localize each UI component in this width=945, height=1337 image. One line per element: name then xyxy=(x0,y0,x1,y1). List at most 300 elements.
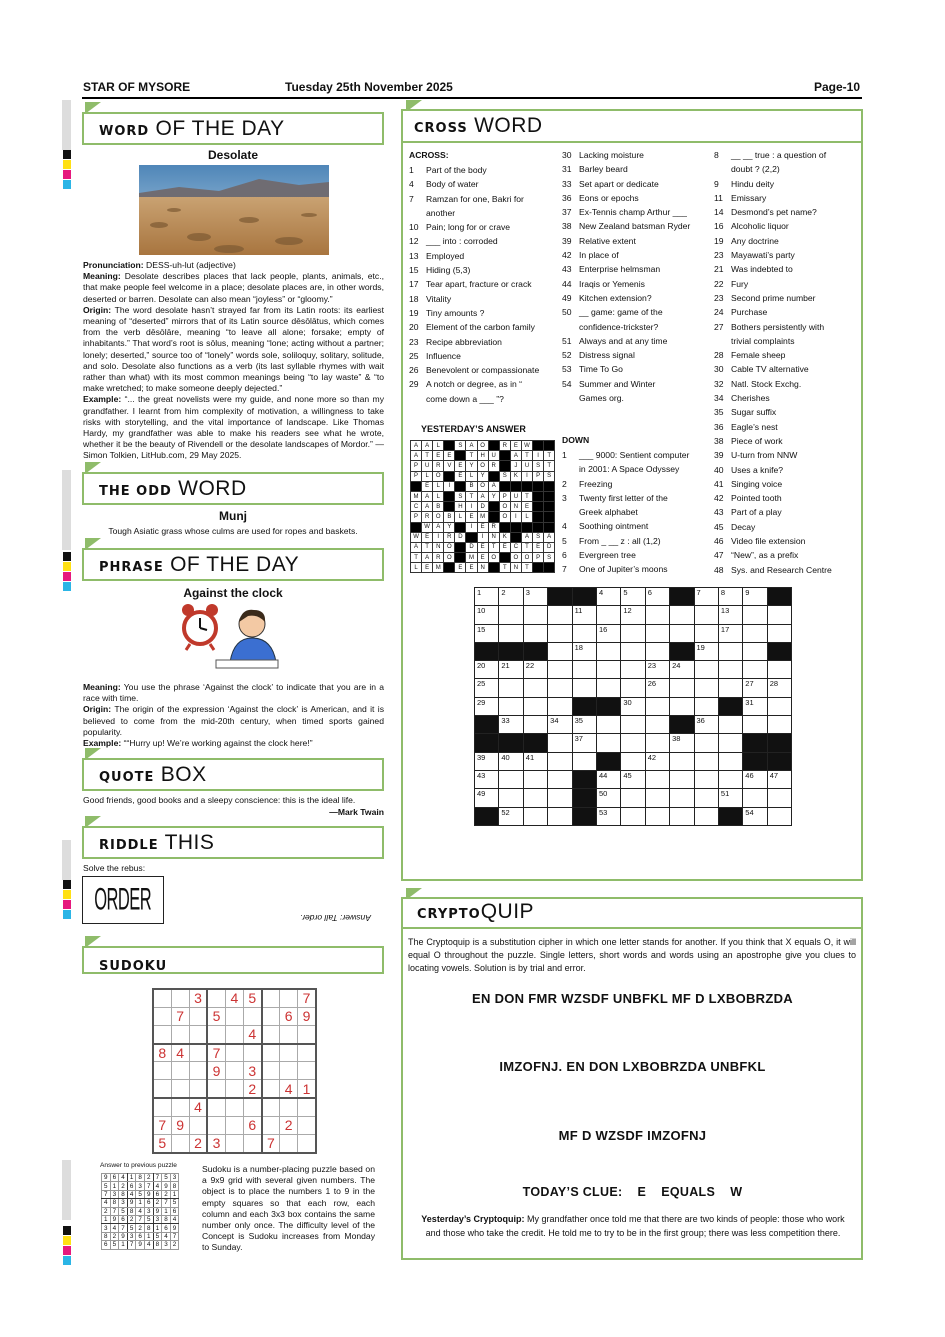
crossword-cell[interactable] xyxy=(499,679,523,697)
answer-cell: T xyxy=(466,451,477,461)
clue-number xyxy=(562,320,579,334)
crossword-cell[interactable] xyxy=(645,642,669,660)
sudoku-cell[interactable] xyxy=(280,1135,298,1153)
sudoku-cell[interactable] xyxy=(153,989,171,1007)
crossword-title xyxy=(414,114,543,138)
clue-number: 3 xyxy=(562,492,567,503)
answer-cell: T xyxy=(544,461,555,471)
crossword-cell[interactable]: 12 xyxy=(621,606,645,624)
answer-cell: A xyxy=(544,532,555,542)
sudoku-cell[interactable] xyxy=(262,1098,280,1116)
answer-cell: R xyxy=(422,512,433,522)
answer-cell xyxy=(444,491,455,501)
crossword-cell xyxy=(767,752,791,770)
sudoku-cell[interactable] xyxy=(280,1098,298,1116)
clue-number: 28 xyxy=(714,350,724,361)
crossword-cell[interactable]: 45 xyxy=(621,770,645,788)
sudoku-cell[interactable] xyxy=(171,1080,189,1098)
crossword-cell[interactable] xyxy=(523,770,547,788)
crossword-cell[interactable] xyxy=(743,661,767,679)
crossword-cell[interactable] xyxy=(670,624,694,642)
clue-number: 45 xyxy=(714,521,724,532)
crossword-cell[interactable] xyxy=(767,789,791,807)
crossword-cell[interactable] xyxy=(694,624,718,642)
crossword-cell[interactable] xyxy=(621,807,645,825)
crossword-cell[interactable]: 6 xyxy=(645,588,669,606)
sudoku-cell[interactable] xyxy=(280,1062,298,1080)
crossword-cell[interactable] xyxy=(596,606,620,624)
crossword-cell[interactable]: 3 xyxy=(523,588,547,606)
clue-text: Set apart or dedicate xyxy=(579,178,659,189)
crossword-cell[interactable] xyxy=(767,624,791,642)
crossword-cell[interactable] xyxy=(743,716,767,734)
clue-item xyxy=(409,220,559,234)
clue-item xyxy=(714,148,862,162)
crossword-cell[interactable] xyxy=(621,624,645,642)
sudoku-cell[interactable] xyxy=(262,1044,280,1062)
clue-number xyxy=(409,392,426,406)
crossword-cell[interactable] xyxy=(572,679,596,697)
crossword-cell[interactable]: 18 xyxy=(572,642,596,660)
crossword-cell[interactable] xyxy=(718,734,742,752)
crossword-cell[interactable] xyxy=(670,606,694,624)
crossword-cell[interactable]: 24 xyxy=(670,661,694,679)
crossword-cell[interactable] xyxy=(767,807,791,825)
crossword-cell[interactable] xyxy=(694,606,718,624)
sudoku-cell[interactable] xyxy=(225,1025,243,1043)
sudoku-cell[interactable] xyxy=(262,1080,280,1098)
crossword-cell[interactable]: 36 xyxy=(694,716,718,734)
answer-cell: 5 xyxy=(170,1199,179,1207)
crossword-cell xyxy=(572,770,596,788)
sudoku-cell[interactable] xyxy=(280,1044,298,1062)
sudoku-cell[interactable] xyxy=(153,1062,171,1080)
crossword-cell[interactable] xyxy=(767,661,791,679)
crossword-cell[interactable] xyxy=(718,716,742,734)
crossword-cell[interactable] xyxy=(694,679,718,697)
sudoku-cell[interactable] xyxy=(225,1044,243,1062)
sudoku-cell[interactable] xyxy=(189,1062,207,1080)
sudoku-cell: 5 xyxy=(207,1007,225,1025)
crossword-cell[interactable]: 9 xyxy=(743,588,767,606)
crossword-cell[interactable] xyxy=(621,734,645,752)
clue-number: 1 xyxy=(562,450,567,460)
answer-cell: 6 xyxy=(136,1232,145,1240)
crossword-cell[interactable] xyxy=(548,807,572,825)
crossword-cell[interactable] xyxy=(694,807,718,825)
clue-text: ___ into : corroded xyxy=(426,236,498,247)
sudoku-cell[interactable] xyxy=(298,1098,316,1116)
answer-cell: 8 xyxy=(119,1190,128,1198)
crossword-cell[interactable] xyxy=(499,606,523,624)
crossword-cell[interactable]: 1 xyxy=(475,588,499,606)
crossword-cell[interactable] xyxy=(718,642,742,660)
answer-cell: E xyxy=(521,502,532,512)
crossword-cell[interactable] xyxy=(499,697,523,715)
crossword-cell[interactable] xyxy=(718,661,742,679)
crossword-cell[interactable] xyxy=(621,752,645,770)
crossword-cell[interactable] xyxy=(670,752,694,770)
clue-number: 32 xyxy=(714,378,724,389)
sudoku-cell[interactable] xyxy=(262,1062,280,1080)
crossword-cell[interactable] xyxy=(694,752,718,770)
crossword-cell[interactable]: 4 xyxy=(596,588,620,606)
crossword-cell[interactable] xyxy=(670,697,694,715)
crossword-cell[interactable] xyxy=(548,789,572,807)
sudoku-grid[interactable] xyxy=(152,988,317,1154)
clue-item xyxy=(714,477,862,491)
crossword-grid[interactable] xyxy=(474,587,792,826)
answer-cell: 8 xyxy=(162,1215,171,1223)
sudoku-cell[interactable] xyxy=(243,1098,261,1116)
sudoku-cell[interactable] xyxy=(189,1007,207,1025)
crossword-cell[interactable] xyxy=(548,734,572,752)
crossword-cell[interactable] xyxy=(645,734,669,752)
sudoku-cell[interactable] xyxy=(189,1080,207,1098)
sudoku-cell[interactable] xyxy=(153,1025,171,1043)
crossword-cell[interactable] xyxy=(743,789,767,807)
registration-mark xyxy=(63,552,71,561)
sudoku-cell[interactable] xyxy=(225,1135,243,1153)
sudoku-cell[interactable] xyxy=(225,1116,243,1134)
registration-mark xyxy=(63,582,71,591)
sudoku-cell[interactable] xyxy=(171,1098,189,1116)
sudoku-cell[interactable] xyxy=(298,1062,316,1080)
crossword-cell[interactable] xyxy=(523,716,547,734)
crossword-cell[interactable]: 44 xyxy=(596,770,620,788)
yesterday-cryptoquip xyxy=(418,1212,848,1240)
crossword-cell[interactable] xyxy=(596,661,620,679)
clue-text: Hiding (5,3) xyxy=(426,265,471,276)
answer-cell: I xyxy=(521,471,532,481)
sudoku-cell[interactable] xyxy=(153,1098,171,1116)
crossword-cell[interactable]: 37 xyxy=(572,734,596,752)
title-big: WORD xyxy=(178,477,247,500)
answer-cell: 2 xyxy=(119,1182,128,1190)
crossword-cell[interactable] xyxy=(499,789,523,807)
crossword-cell[interactable]: 29 xyxy=(475,697,499,715)
meaning-label: Meaning: xyxy=(83,271,121,282)
crossword-cell[interactable] xyxy=(743,624,767,642)
crossword-cell[interactable]: 17 xyxy=(718,624,742,642)
crossword-cell[interactable] xyxy=(694,661,718,679)
sudoku-cell[interactable] xyxy=(171,989,189,1007)
crossword-cell[interactable] xyxy=(694,770,718,788)
clue-text: trivial complaints xyxy=(731,335,795,346)
clue-item xyxy=(562,505,712,519)
answer-cell: B xyxy=(444,512,455,522)
crossword-cell[interactable]: 2 xyxy=(499,588,523,606)
crossword-cell[interactable] xyxy=(523,807,547,825)
crossword-cell[interactable]: 13 xyxy=(718,606,742,624)
sudoku-cell[interactable] xyxy=(280,989,298,1007)
answer-cell: E xyxy=(510,441,521,451)
answer-cell: E xyxy=(422,532,433,542)
crossword-cell[interactable] xyxy=(670,807,694,825)
answer-cell: H xyxy=(455,502,466,512)
crossword-cell[interactable] xyxy=(743,642,767,660)
clue-item xyxy=(562,162,712,176)
clue-item xyxy=(562,148,712,162)
clue-item xyxy=(562,491,712,505)
sudoku-cell[interactable] xyxy=(207,1080,225,1098)
clue-text: “New”, as a prefix xyxy=(731,550,799,561)
crossword-cell[interactable] xyxy=(548,752,572,770)
answer-cell: 1 xyxy=(162,1207,171,1215)
sudoku-cell[interactable] xyxy=(243,1135,261,1153)
crossword-cell[interactable] xyxy=(572,752,596,770)
answer-cell: A xyxy=(433,522,444,532)
sudoku-cell[interactable] xyxy=(207,1116,225,1134)
crossword-cell[interactable]: 19 xyxy=(694,642,718,660)
crossword-cell[interactable] xyxy=(523,606,547,624)
crossword-cell[interactable]: 26 xyxy=(645,679,669,697)
crossword-cell[interactable] xyxy=(645,697,669,715)
clue-text: another xyxy=(426,207,456,218)
crossword-cell[interactable] xyxy=(596,679,620,697)
answer-cell: 3 xyxy=(127,1232,136,1240)
answer-cell: 7 xyxy=(110,1207,119,1215)
answer-cell: E xyxy=(455,471,466,481)
sudoku-cell[interactable] xyxy=(225,1062,243,1080)
crossword-cell[interactable]: 31 xyxy=(743,697,767,715)
sudoku-cell[interactable] xyxy=(298,1135,316,1153)
sudoku-cell[interactable] xyxy=(280,1025,298,1043)
answer-cell: B xyxy=(466,481,477,491)
answer-cell: O xyxy=(499,502,510,512)
clue-text: Fury xyxy=(731,278,749,289)
crossword-cell[interactable] xyxy=(596,734,620,752)
sudoku-cell[interactable] xyxy=(243,1044,261,1062)
crossword-cell[interactable]: 16 xyxy=(596,624,620,642)
crossword-cell[interactable]: 8 xyxy=(718,588,742,606)
sudoku-cell[interactable] xyxy=(189,1044,207,1062)
crossword-cell[interactable] xyxy=(548,642,572,660)
crossword-cell[interactable]: 51 xyxy=(718,789,742,807)
crossword-cell[interactable] xyxy=(670,770,694,788)
registration-mark xyxy=(63,880,71,889)
crossword-cell[interactable] xyxy=(523,624,547,642)
clue-item xyxy=(562,548,712,562)
crossword-cell[interactable] xyxy=(645,807,669,825)
down-clues-col3 xyxy=(714,148,862,577)
sudoku-cell[interactable] xyxy=(262,989,280,1007)
crossword-cell[interactable] xyxy=(718,679,742,697)
sudoku-cell[interactable] xyxy=(298,1025,316,1043)
crossword-cell[interactable]: 39 xyxy=(475,752,499,770)
crossword-cell[interactable] xyxy=(743,606,767,624)
crossword-cell[interactable] xyxy=(548,679,572,697)
crossword-cell[interactable] xyxy=(596,642,620,660)
clue-text: Eagle’s nest xyxy=(731,421,778,432)
crossword-cell[interactable] xyxy=(718,752,742,770)
sudoku-cell[interactable] xyxy=(171,1025,189,1043)
crossword-cell[interactable] xyxy=(548,624,572,642)
crossword-cell[interactable]: 43 xyxy=(475,770,499,788)
sudoku-cell[interactable] xyxy=(171,1062,189,1080)
crossword-cell[interactable] xyxy=(645,624,669,642)
crossword-cell[interactable]: 47 xyxy=(767,770,791,788)
crossword-cell[interactable]: 54 xyxy=(743,807,767,825)
clue-text: Recipe abbreviation xyxy=(426,336,502,347)
crossword-cell[interactable]: 25 xyxy=(475,679,499,697)
sudoku-cell[interactable] xyxy=(225,1007,243,1025)
answer-cell: E xyxy=(477,542,488,552)
clue-item xyxy=(714,520,862,534)
crossword-cell[interactable]: 21 xyxy=(499,661,523,679)
crossword-cell[interactable]: 15 xyxy=(475,624,499,642)
sudoku-cell[interactable] xyxy=(298,1116,316,1134)
crossword-cell[interactable] xyxy=(767,606,791,624)
crossword-cell[interactable]: 34 xyxy=(548,716,572,734)
crossword-cell[interactable]: 52 xyxy=(499,807,523,825)
crossword-cell[interactable]: 11 xyxy=(572,606,596,624)
sudoku-cell: 1 xyxy=(298,1080,316,1098)
answer-cell: L xyxy=(433,481,444,491)
clue-number: 25 xyxy=(409,350,419,361)
sudoku-cell: 5 xyxy=(243,989,261,1007)
sudoku-cell[interactable] xyxy=(171,1135,189,1153)
crossword-cell xyxy=(767,588,791,606)
clue-item xyxy=(409,306,559,320)
crossword-cell[interactable]: 50 xyxy=(596,789,620,807)
crossword-cell[interactable]: 5 xyxy=(621,588,645,606)
crossword-cell[interactable] xyxy=(499,770,523,788)
sudoku-cell: 6 xyxy=(280,1007,298,1025)
sudoku-cell[interactable] xyxy=(298,1044,316,1062)
answer-cell xyxy=(455,451,466,461)
clue-item xyxy=(714,262,862,276)
answer-cell: W xyxy=(411,532,422,542)
sudoku-cell[interactable] xyxy=(189,1116,207,1134)
crossword-cell[interactable]: 33 xyxy=(499,716,523,734)
crossword-cell[interactable] xyxy=(694,734,718,752)
crossword-cell[interactable] xyxy=(523,679,547,697)
crossword-cell[interactable]: 20 xyxy=(475,661,499,679)
clue-item xyxy=(714,434,862,448)
clue-item xyxy=(714,420,862,434)
sudoku-cell[interactable] xyxy=(262,1007,280,1025)
clue-item xyxy=(562,291,712,305)
clue-text: Employed xyxy=(426,250,465,261)
crossword-cell[interactable] xyxy=(572,624,596,642)
crossword-cell[interactable] xyxy=(499,624,523,642)
crossword-cell[interactable]: 10 xyxy=(475,606,499,624)
answer-cell: 1 xyxy=(136,1199,145,1207)
sudoku-cell[interactable] xyxy=(262,1025,280,1043)
crossword-cell[interactable] xyxy=(621,642,645,660)
crossword-cell[interactable] xyxy=(767,697,791,715)
answer-cell: E xyxy=(455,461,466,471)
sudoku-cell[interactable] xyxy=(207,1098,225,1116)
answer-cell: T xyxy=(521,563,532,573)
clue-text: Part of a play xyxy=(731,507,782,518)
title-small: WORD xyxy=(99,124,150,139)
crossword-cell[interactable]: 49 xyxy=(475,789,499,807)
sudoku-cell[interactable] xyxy=(207,1025,225,1043)
clue-item xyxy=(714,348,862,362)
crossword-cell[interactable]: 53 xyxy=(596,807,620,825)
crossword-cell[interactable]: 38 xyxy=(670,734,694,752)
answer-cell xyxy=(444,502,455,512)
crossword-cell[interactable]: 22 xyxy=(523,661,547,679)
clue-text: Was indebted to xyxy=(731,264,793,275)
sudoku-cell[interactable] xyxy=(207,989,225,1007)
sudoku-cell[interactable] xyxy=(153,1080,171,1098)
crossword-cell[interactable]: 41 xyxy=(523,752,547,770)
sudoku-cell[interactable] xyxy=(153,1007,171,1025)
clue-number: 4 xyxy=(409,179,414,190)
sudoku-cell[interactable] xyxy=(225,1098,243,1116)
crossword-cell[interactable] xyxy=(694,697,718,715)
sudoku-cell[interactable] xyxy=(189,1025,207,1043)
crossword-cell[interactable]: 40 xyxy=(499,752,523,770)
answer-cell xyxy=(488,502,499,512)
answer-cell: A xyxy=(477,491,488,501)
clue-number xyxy=(562,391,579,405)
crossword-cell[interactable] xyxy=(718,770,742,788)
sudoku-cell: 8 xyxy=(153,1044,171,1062)
crossword-cell[interactable] xyxy=(621,716,645,734)
sudoku-cell[interactable] xyxy=(243,1007,261,1025)
crossword-cell[interactable] xyxy=(621,679,645,697)
clue-number: 36 xyxy=(714,421,724,432)
crossword-cell[interactable] xyxy=(645,770,669,788)
crossword-cell[interactable]: 28 xyxy=(767,679,791,697)
answer-cell: 9 xyxy=(127,1199,136,1207)
crossword-cell[interactable] xyxy=(621,661,645,679)
crossword-cell[interactable] xyxy=(645,789,669,807)
clue-text: Sys. and Research Centre xyxy=(731,564,832,575)
crossword-cell[interactable] xyxy=(645,716,669,734)
crossword-cell[interactable] xyxy=(670,789,694,807)
crossword-cell[interactable]: 27 xyxy=(743,679,767,697)
clue-item xyxy=(409,320,559,334)
crossword-cell[interactable]: 35 xyxy=(572,716,596,734)
crossword-cell[interactable] xyxy=(767,716,791,734)
answer-cell: D xyxy=(466,542,477,552)
answer-cell: A xyxy=(411,542,422,552)
crossword-cell[interactable] xyxy=(572,661,596,679)
clue-text: Lacking moisture xyxy=(579,150,644,160)
crossword-cell[interactable]: 23 xyxy=(645,661,669,679)
crossword-cell[interactable]: 42 xyxy=(645,752,669,770)
crossword-cell[interactable]: 7 xyxy=(694,588,718,606)
crossword-cell[interactable] xyxy=(548,661,572,679)
clue-text: in 2001: A Space Odyssey xyxy=(579,464,680,475)
clue-number xyxy=(714,162,731,176)
crossword-cell[interactable] xyxy=(548,770,572,788)
sudoku-cell[interactable] xyxy=(262,1116,280,1134)
crossword-cell[interactable] xyxy=(523,789,547,807)
crossword-cell[interactable]: 46 xyxy=(743,770,767,788)
clue-number: 43 xyxy=(714,507,724,518)
crossword-cell[interactable] xyxy=(523,697,547,715)
word-of-day-header xyxy=(82,112,384,145)
crossword-cell[interactable]: 30 xyxy=(621,697,645,715)
crossword-cell[interactable] xyxy=(645,606,669,624)
crossword-cell[interactable] xyxy=(670,679,694,697)
crossword-cell[interactable] xyxy=(694,789,718,807)
crossword-cell[interactable] xyxy=(596,716,620,734)
crossword-cell[interactable] xyxy=(548,697,572,715)
clue-number: 19 xyxy=(409,307,419,318)
registration-mark xyxy=(63,562,71,571)
sudoku-cell[interactable] xyxy=(225,1080,243,1098)
clue-item xyxy=(714,219,862,233)
crossword-cell[interactable] xyxy=(621,789,645,807)
crossword-cell[interactable] xyxy=(548,606,572,624)
